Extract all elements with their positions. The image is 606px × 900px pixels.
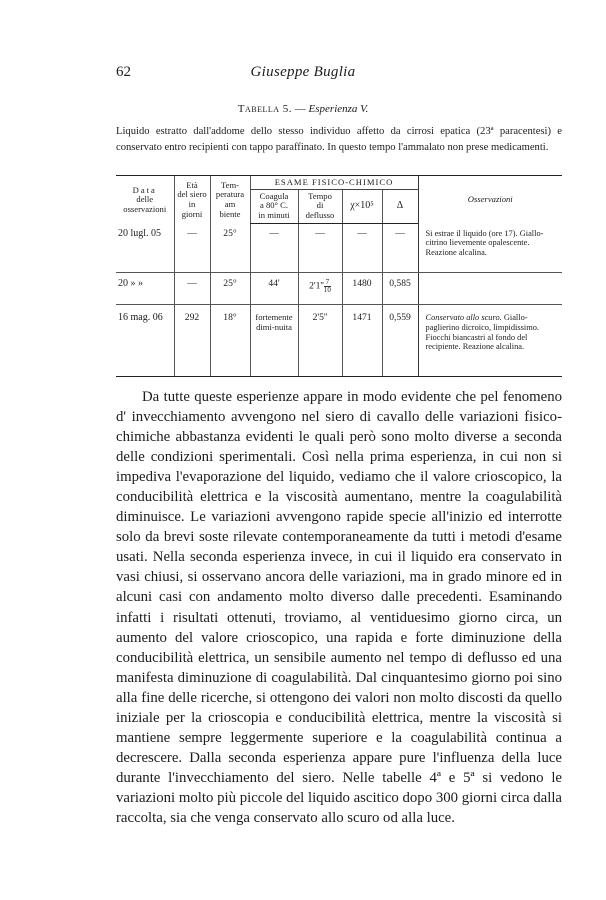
cell-temperature: 18° [210, 305, 250, 377]
cell-observations [418, 305, 562, 377]
cell-flow-time: — [298, 224, 342, 273]
cell-date: 16 mag. 06 [116, 305, 174, 377]
table-row [116, 273, 562, 305]
table-experiment: Esperienza V. [308, 103, 369, 115]
flow-fraction-den: 10 [323, 286, 331, 295]
header-observations: Osservazioni [418, 176, 562, 224]
flow-fraction-num: 7 [325, 278, 330, 287]
header-date: Data delle osservazioni [116, 176, 174, 224]
cell-coagulation: 44' [250, 273, 298, 305]
obs-italic-note: Conservato allo scuro. [425, 313, 502, 323]
cell-age: 292 [174, 305, 210, 377]
cell-flow-time: 2'5'' [298, 305, 342, 377]
header-delta: Δ [382, 189, 418, 224]
page-number: 62 [116, 64, 131, 80]
data-table [116, 175, 562, 377]
table-row [116, 305, 562, 377]
cell-temperature: 25° [210, 224, 250, 273]
header-age: Età del siero in giorni [174, 176, 210, 224]
running-head: Giuseppe Buglia [250, 64, 356, 80]
body-text [116, 387, 562, 828]
cell-age: — [174, 224, 210, 273]
cell-delta: — [382, 224, 418, 273]
cell-age: — [174, 273, 210, 305]
cell-chi: 1471 [342, 305, 382, 377]
cell-observations: Si estrae il liquido (ore 17). Giallo-citrino lievemente opalescente. Reazione alcalina. [418, 224, 562, 273]
obs-note: Giallo-paglierino dicroico, limpidissimo. Fiocchi biancastri al fondo del recipiente. Reazione alcalina. [425, 313, 540, 352]
table-title [0, 103, 606, 115]
header-temperature: Tem- peratura am biente [210, 176, 250, 224]
cell-temperature: 25° [210, 273, 250, 305]
cell-delta: 0,585 [382, 273, 418, 305]
table-title-dash: — [292, 103, 309, 115]
cell-date: 20 lugl. 05 [116, 224, 174, 273]
experiment-table [116, 175, 562, 377]
flow-fraction [324, 279, 331, 294]
body-paragraph: Da tutte queste esperienze appare in modo evidente che pel fenomeno d' invecchiamento avvengono nel siero di cavallo delle variazioni fisico-chimiche abbastanza evidenti le quali però sono molto diverse a seconda delle condizioni sperimentali. Così nella prima esperienza, in cui non si impediva l'evaporazione del liquido, vediamo che il valore crioscopico, la conducibilità elettrica e la viscosità aumentano, mentre la coagulabilità diminuisce. Le variazioni avvengono rapide specie all'inizio ed interrotte solo da brevi soste rilevate contemporaneamente da tutti i metodi d'esame usati. Nella seconda esperienza invece, in cui il liquido era conservato in vasi chiusi, si osservano ancora delle variazioni, ma in grado minore ed in alcuni casi con andamento molto diverso dalle precedenti. Esaminando infatti i risultati ottenuti, troviamo, al ventiduesimo giorno circa, un aumento del valore crioscopico, una rapida e forte diminuzione della conducibilità elettrica, un sensibile aumento nel tempo di deflusso ed una manifesta diminuzione di coagulabilità. Dal cinquantesimo giorno poi sino alla fine delle ricerche, si ottengono dei valori non molto discosti da quello iniziale per la crioscopia e conducibilità elettrica, mentre la viscosità si mantiene sempre leggermente superiore e la coagulabilità continua a decrescere. Dalla seconda esperienza appare pure l'influenza della luce durante l'invecchiamento del siero. Nelle tabelle 4ª e 5ª si vedono le variazioni molto più piccole del liquido ascitico dopo 300 giorni circa dalla raccolta, sia che venga conservato allo scuro od alla luce. [116, 389, 562, 826]
cell-flow-time [298, 273, 342, 305]
table-label: Tabella 5. [237, 103, 293, 115]
header-chi: χ×10⁵ [342, 189, 382, 224]
cell-delta: 0,559 [382, 305, 418, 377]
header-coagulation: Coagula a 80° C. in minuti [250, 189, 298, 224]
header-flow-time: Tempo di deflusso [298, 189, 342, 224]
cell-observations [418, 273, 562, 305]
cell-chi: — [342, 224, 382, 273]
cell-coagulation: — [250, 224, 298, 273]
cell-coagulation: fortemente dimi-nuita [250, 305, 298, 377]
caption-text: Liquido estratto dall'addome dello stesso individuo affetto da cirrosi epatica (23ª paracentesi) e conservato entro recipienti con tappo paraffinato. In questo tempo l'ammalato non prese medicamenti. [116, 126, 562, 153]
cell-chi: 1480 [342, 273, 382, 305]
table-row [116, 224, 562, 273]
cell-date: 20 » » [116, 273, 174, 305]
table-caption [116, 124, 562, 155]
header-group-physchem: ESAME FISICO-CHIMICO [250, 176, 418, 190]
flow-value: 2'1'' [309, 281, 324, 293]
